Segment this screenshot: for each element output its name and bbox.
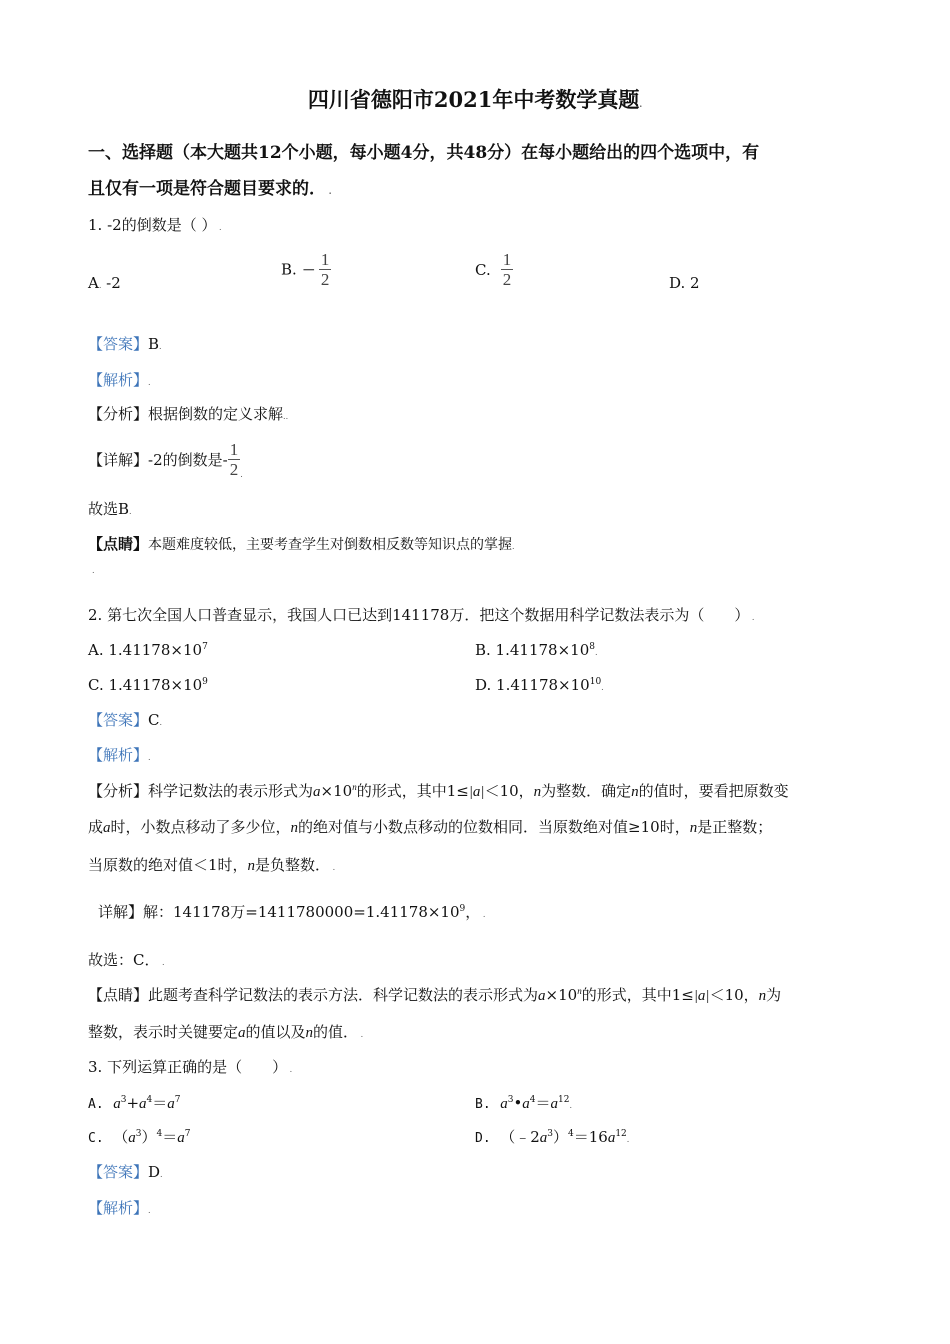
q1-fenxi: 【分析】根据倒数的定义求解..: [88, 405, 289, 423]
q2-option-a: A. $1.41178\times 10^7$: [88, 641, 208, 659]
q3-option-c: C. $(a^3)^4=a^7$: [88, 1128, 191, 1146]
q2-detail: 详解】解：141178万$=1411780000=1.41178\times 10^9$， .: [98, 903, 486, 921]
q1-option-b: B. − $\frac{1}{2}$: [281, 250, 330, 289]
q2-analysis-tag: 【解析】.: [88, 746, 151, 764]
q3-option-d: D. $(﹣2a^3)^4=16a^{12}$.: [475, 1128, 630, 1146]
q2-stem: 2. 第七次全国人口普查显示，我国人口已达到141178万．把这个数据用科学记数法表示为（ ） .: [88, 606, 755, 624]
q2-comment-line1: 【点睛】此题考查科学记数法的表示方法．科学记数法的表示形式为$a\times 10^n$的形式，其中1≤|a|＜10，n为: [88, 986, 782, 1004]
q1-option-a: A. -2: [88, 274, 121, 292]
q3-answer: 【答案】D.: [88, 1163, 163, 1181]
minus-sign: −: [301, 259, 316, 280]
fraction: $\frac{1}{2}$: [502, 250, 512, 289]
section-heading-line1: 一、选择题（本大题共12个小题，每小题4分，共48分）在每小题给出的四个选项中，有: [88, 143, 760, 163]
q2-choose: 故选：C． .: [88, 951, 165, 969]
q3-option-b: B. $a^3•a^4=a^{12}$.: [475, 1094, 573, 1112]
q1-answer: 【答案】B.: [88, 335, 162, 353]
q2-fenxi-line2: 成a时，小数点移动了多少位，n的绝对值与小数点移动的位数相同．当原数绝对值≥10时，n是正整数；: [88, 818, 773, 836]
q2-fenxi-line3: 当原数的绝对值＜1时，n是负整数． .: [88, 856, 336, 874]
q2-option-b: B. $1.41178\times 10^8$.: [475, 641, 598, 659]
q1-option-d: D. 2: [669, 274, 700, 292]
q2-fenxi-line1: 【分析】科学记数法的表示形式为$a\times 10^n$的形式，其中1≤|a|＜10，n为整数．确定n的值时，要看把原数变: [88, 782, 789, 800]
q2-option-c: C. $1.41178\times 10^9$: [88, 676, 208, 694]
q3-analysis-tag: 【解析】.: [88, 1199, 151, 1217]
fraction: $\frac{1}{2}$: [320, 250, 330, 289]
blank-mark: .: [92, 566, 95, 575]
q1-option-c: C. $\frac{1}{2}$: [475, 250, 512, 289]
fraction: $\frac{1}{2}$: [229, 440, 239, 479]
q3-stem: 3. 下列运算正确的是（ ） .: [88, 1058, 293, 1076]
q1-detail: 【详解】-2的倒数是- $\frac{1}{2}$ .: [88, 440, 243, 479]
q1-stem: 1. -2的倒数是（ ） .: [88, 216, 222, 234]
q2-option-d: D. $1.41178\times 10^{10}$.: [475, 676, 604, 694]
section-heading-line2: 且仅有一项是符合题目要求的． .: [88, 179, 332, 199]
q1-analysis-tag: 【解析】.: [88, 371, 151, 389]
q2-answer: 【答案】C.: [88, 711, 163, 729]
q1-choose: 故选B.: [88, 500, 132, 518]
page-title: 四川省德阳市2021年中考数学真题.: [307, 87, 643, 112]
q2-comment-line2: 整数，表示时关键要定a的值以及n的值． .: [88, 1023, 364, 1041]
q3-option-a: A. $a^3+a^4=a^7$: [88, 1094, 181, 1112]
q1-comment: 【点睛】本题难度较低，主要考查学生对倒数相反数等知识点的掌握.: [88, 535, 515, 553]
